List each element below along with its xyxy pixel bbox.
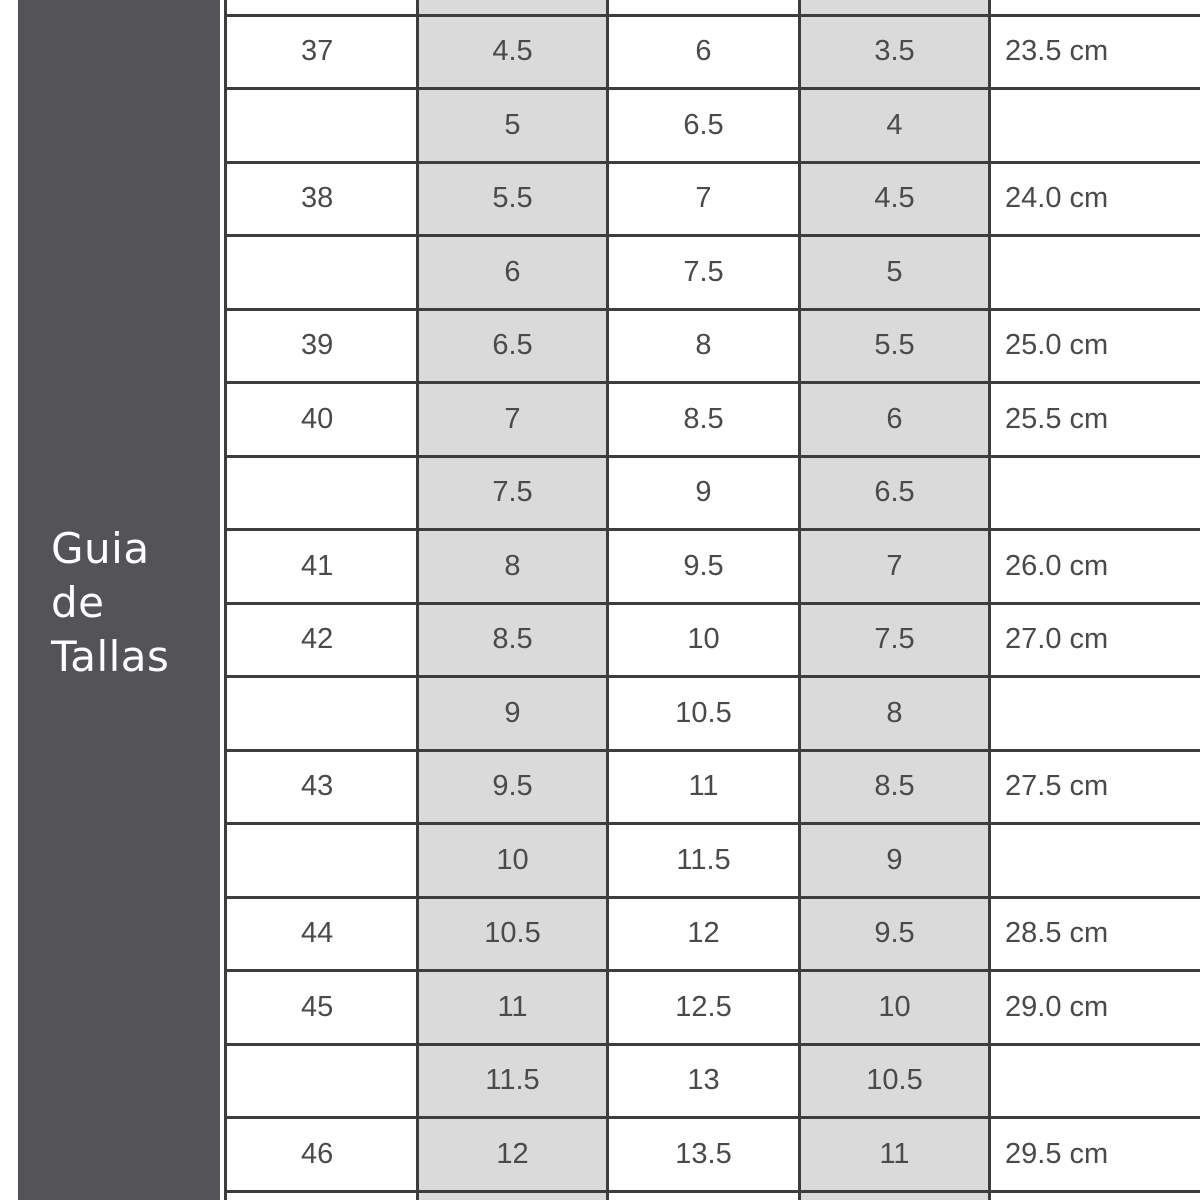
uk-size-cell: 3.5 xyxy=(800,15,990,89)
foot-length-cell: 29.5 cm xyxy=(990,1118,1200,1192)
eu-size-cell: 44 xyxy=(226,897,418,971)
eu-size-cell xyxy=(226,236,418,310)
uk-size-cell: 10 xyxy=(800,971,990,1045)
table-row xyxy=(226,1044,1200,1118)
uk-size-cell: 10.5 xyxy=(800,1044,990,1118)
us-women-size-cell: 9 xyxy=(608,456,800,530)
table-row xyxy=(226,530,1200,604)
table-row xyxy=(226,0,1200,15)
us-men-size-cell: 11 xyxy=(418,971,608,1045)
foot-length-cell: 24.0 cm xyxy=(990,162,1200,236)
us-women-size-cell: 11.5 xyxy=(608,824,800,898)
foot-length-cell xyxy=(990,1191,1200,1200)
uk-size-cell: 6.5 xyxy=(800,456,990,530)
foot-length-cell xyxy=(990,456,1200,530)
us-men-size-cell: 10.5 xyxy=(418,897,608,971)
size-table-container xyxy=(224,0,1200,1200)
us-men-size-cell: 6 xyxy=(418,236,608,310)
uk-size-cell: 5.5 xyxy=(800,309,990,383)
sidebar-title xyxy=(51,522,169,684)
us-men-size-cell xyxy=(418,1191,608,1200)
eu-size-cell xyxy=(226,1044,418,1118)
size-table xyxy=(224,0,1200,1200)
table-row xyxy=(226,897,1200,971)
us-men-size-cell: 4.5 xyxy=(418,15,608,89)
uk-size-cell: 7 xyxy=(800,530,990,604)
us-men-size-cell: 11.5 xyxy=(418,1044,608,1118)
uk-size-cell xyxy=(800,1191,990,1200)
uk-size-cell: 9 xyxy=(800,824,990,898)
uk-size-cell: 8.5 xyxy=(800,750,990,824)
us-women-size-cell: 10 xyxy=(608,603,800,677)
table-row xyxy=(226,383,1200,457)
eu-size-cell: 40 xyxy=(226,383,418,457)
us-women-size-cell: 10.5 xyxy=(608,677,800,751)
left-margin xyxy=(0,0,18,1200)
us-men-size-cell xyxy=(418,0,608,15)
us-women-size-cell: 13 xyxy=(608,1044,800,1118)
sidebar-title-line-2: de xyxy=(51,578,105,627)
us-men-size-cell: 5.5 xyxy=(418,162,608,236)
us-men-size-cell: 9 xyxy=(418,677,608,751)
us-men-size-cell: 10 xyxy=(418,824,608,898)
table-row xyxy=(226,603,1200,677)
uk-size-cell: 6 xyxy=(800,383,990,457)
us-women-size-cell: 6.5 xyxy=(608,89,800,163)
foot-length-cell xyxy=(990,677,1200,751)
us-men-size-cell: 8.5 xyxy=(418,603,608,677)
foot-length-cell xyxy=(990,824,1200,898)
us-women-size-cell: 12 xyxy=(608,897,800,971)
eu-size-cell: 41 xyxy=(226,530,418,604)
foot-length-cell: 23.5 cm xyxy=(990,15,1200,89)
table-row xyxy=(226,456,1200,530)
us-women-size-cell xyxy=(608,0,800,15)
eu-size-cell: 42 xyxy=(226,603,418,677)
foot-length-cell xyxy=(990,89,1200,163)
us-women-size-cell: 7 xyxy=(608,162,800,236)
us-women-size-cell: 8 xyxy=(608,309,800,383)
us-women-size-cell: 7.5 xyxy=(608,236,800,310)
uk-size-cell: 5 xyxy=(800,236,990,310)
us-men-size-cell: 12 xyxy=(418,1118,608,1192)
table-row xyxy=(226,309,1200,383)
eu-size-cell: 45 xyxy=(226,971,418,1045)
table-row xyxy=(226,89,1200,163)
us-women-size-cell: 13.5 xyxy=(608,1118,800,1192)
us-men-size-cell: 7.5 xyxy=(418,456,608,530)
eu-size-cell: 37 xyxy=(226,15,418,89)
foot-length-cell: 29.0 cm xyxy=(990,971,1200,1045)
foot-length-cell: 28.5 cm xyxy=(990,897,1200,971)
eu-size-cell: 38 xyxy=(226,162,418,236)
eu-size-cell xyxy=(226,824,418,898)
table-row xyxy=(226,1118,1200,1192)
foot-length-cell xyxy=(990,236,1200,310)
eu-size-cell xyxy=(226,456,418,530)
us-women-size-cell xyxy=(608,1191,800,1200)
eu-size-cell xyxy=(226,0,418,15)
us-women-size-cell: 6 xyxy=(608,15,800,89)
uk-size-cell: 4.5 xyxy=(800,162,990,236)
eu-size-cell: 39 xyxy=(226,309,418,383)
eu-size-cell xyxy=(226,677,418,751)
table-row xyxy=(226,1191,1200,1200)
eu-size-cell xyxy=(226,1191,418,1200)
table-row xyxy=(226,824,1200,898)
table-row xyxy=(226,677,1200,751)
us-women-size-cell: 8.5 xyxy=(608,383,800,457)
foot-length-cell: 25.5 cm xyxy=(990,383,1200,457)
table-row xyxy=(226,971,1200,1045)
size-table-body xyxy=(226,0,1200,1200)
sidebar-title-line-1: Guia xyxy=(51,524,150,573)
us-men-size-cell: 5 xyxy=(418,89,608,163)
table-row xyxy=(226,750,1200,824)
us-women-size-cell: 12.5 xyxy=(608,971,800,1045)
table-row xyxy=(226,236,1200,310)
uk-size-cell: 4 xyxy=(800,89,990,163)
table-row xyxy=(226,162,1200,236)
foot-length-cell: 27.0 cm xyxy=(990,603,1200,677)
eu-size-cell xyxy=(226,89,418,163)
sidebar-title-line-3: Tallas xyxy=(51,632,170,681)
uk-size-cell: 7.5 xyxy=(800,603,990,677)
us-men-size-cell: 6.5 xyxy=(418,309,608,383)
eu-size-cell: 46 xyxy=(226,1118,418,1192)
us-women-size-cell: 9.5 xyxy=(608,530,800,604)
uk-size-cell: 11 xyxy=(800,1118,990,1192)
uk-size-cell xyxy=(800,0,990,15)
us-men-size-cell: 7 xyxy=(418,383,608,457)
us-men-size-cell: 8 xyxy=(418,530,608,604)
eu-size-cell: 43 xyxy=(226,750,418,824)
table-row xyxy=(226,15,1200,89)
foot-length-cell: 27.5 cm xyxy=(990,750,1200,824)
foot-length-cell: 25.0 cm xyxy=(990,309,1200,383)
foot-length-cell: 26.0 cm xyxy=(990,530,1200,604)
us-men-size-cell: 9.5 xyxy=(418,750,608,824)
uk-size-cell: 8 xyxy=(800,677,990,751)
us-women-size-cell: 11 xyxy=(608,750,800,824)
uk-size-cell: 9.5 xyxy=(800,897,990,971)
foot-length-cell xyxy=(990,1044,1200,1118)
foot-length-cell xyxy=(990,0,1200,15)
